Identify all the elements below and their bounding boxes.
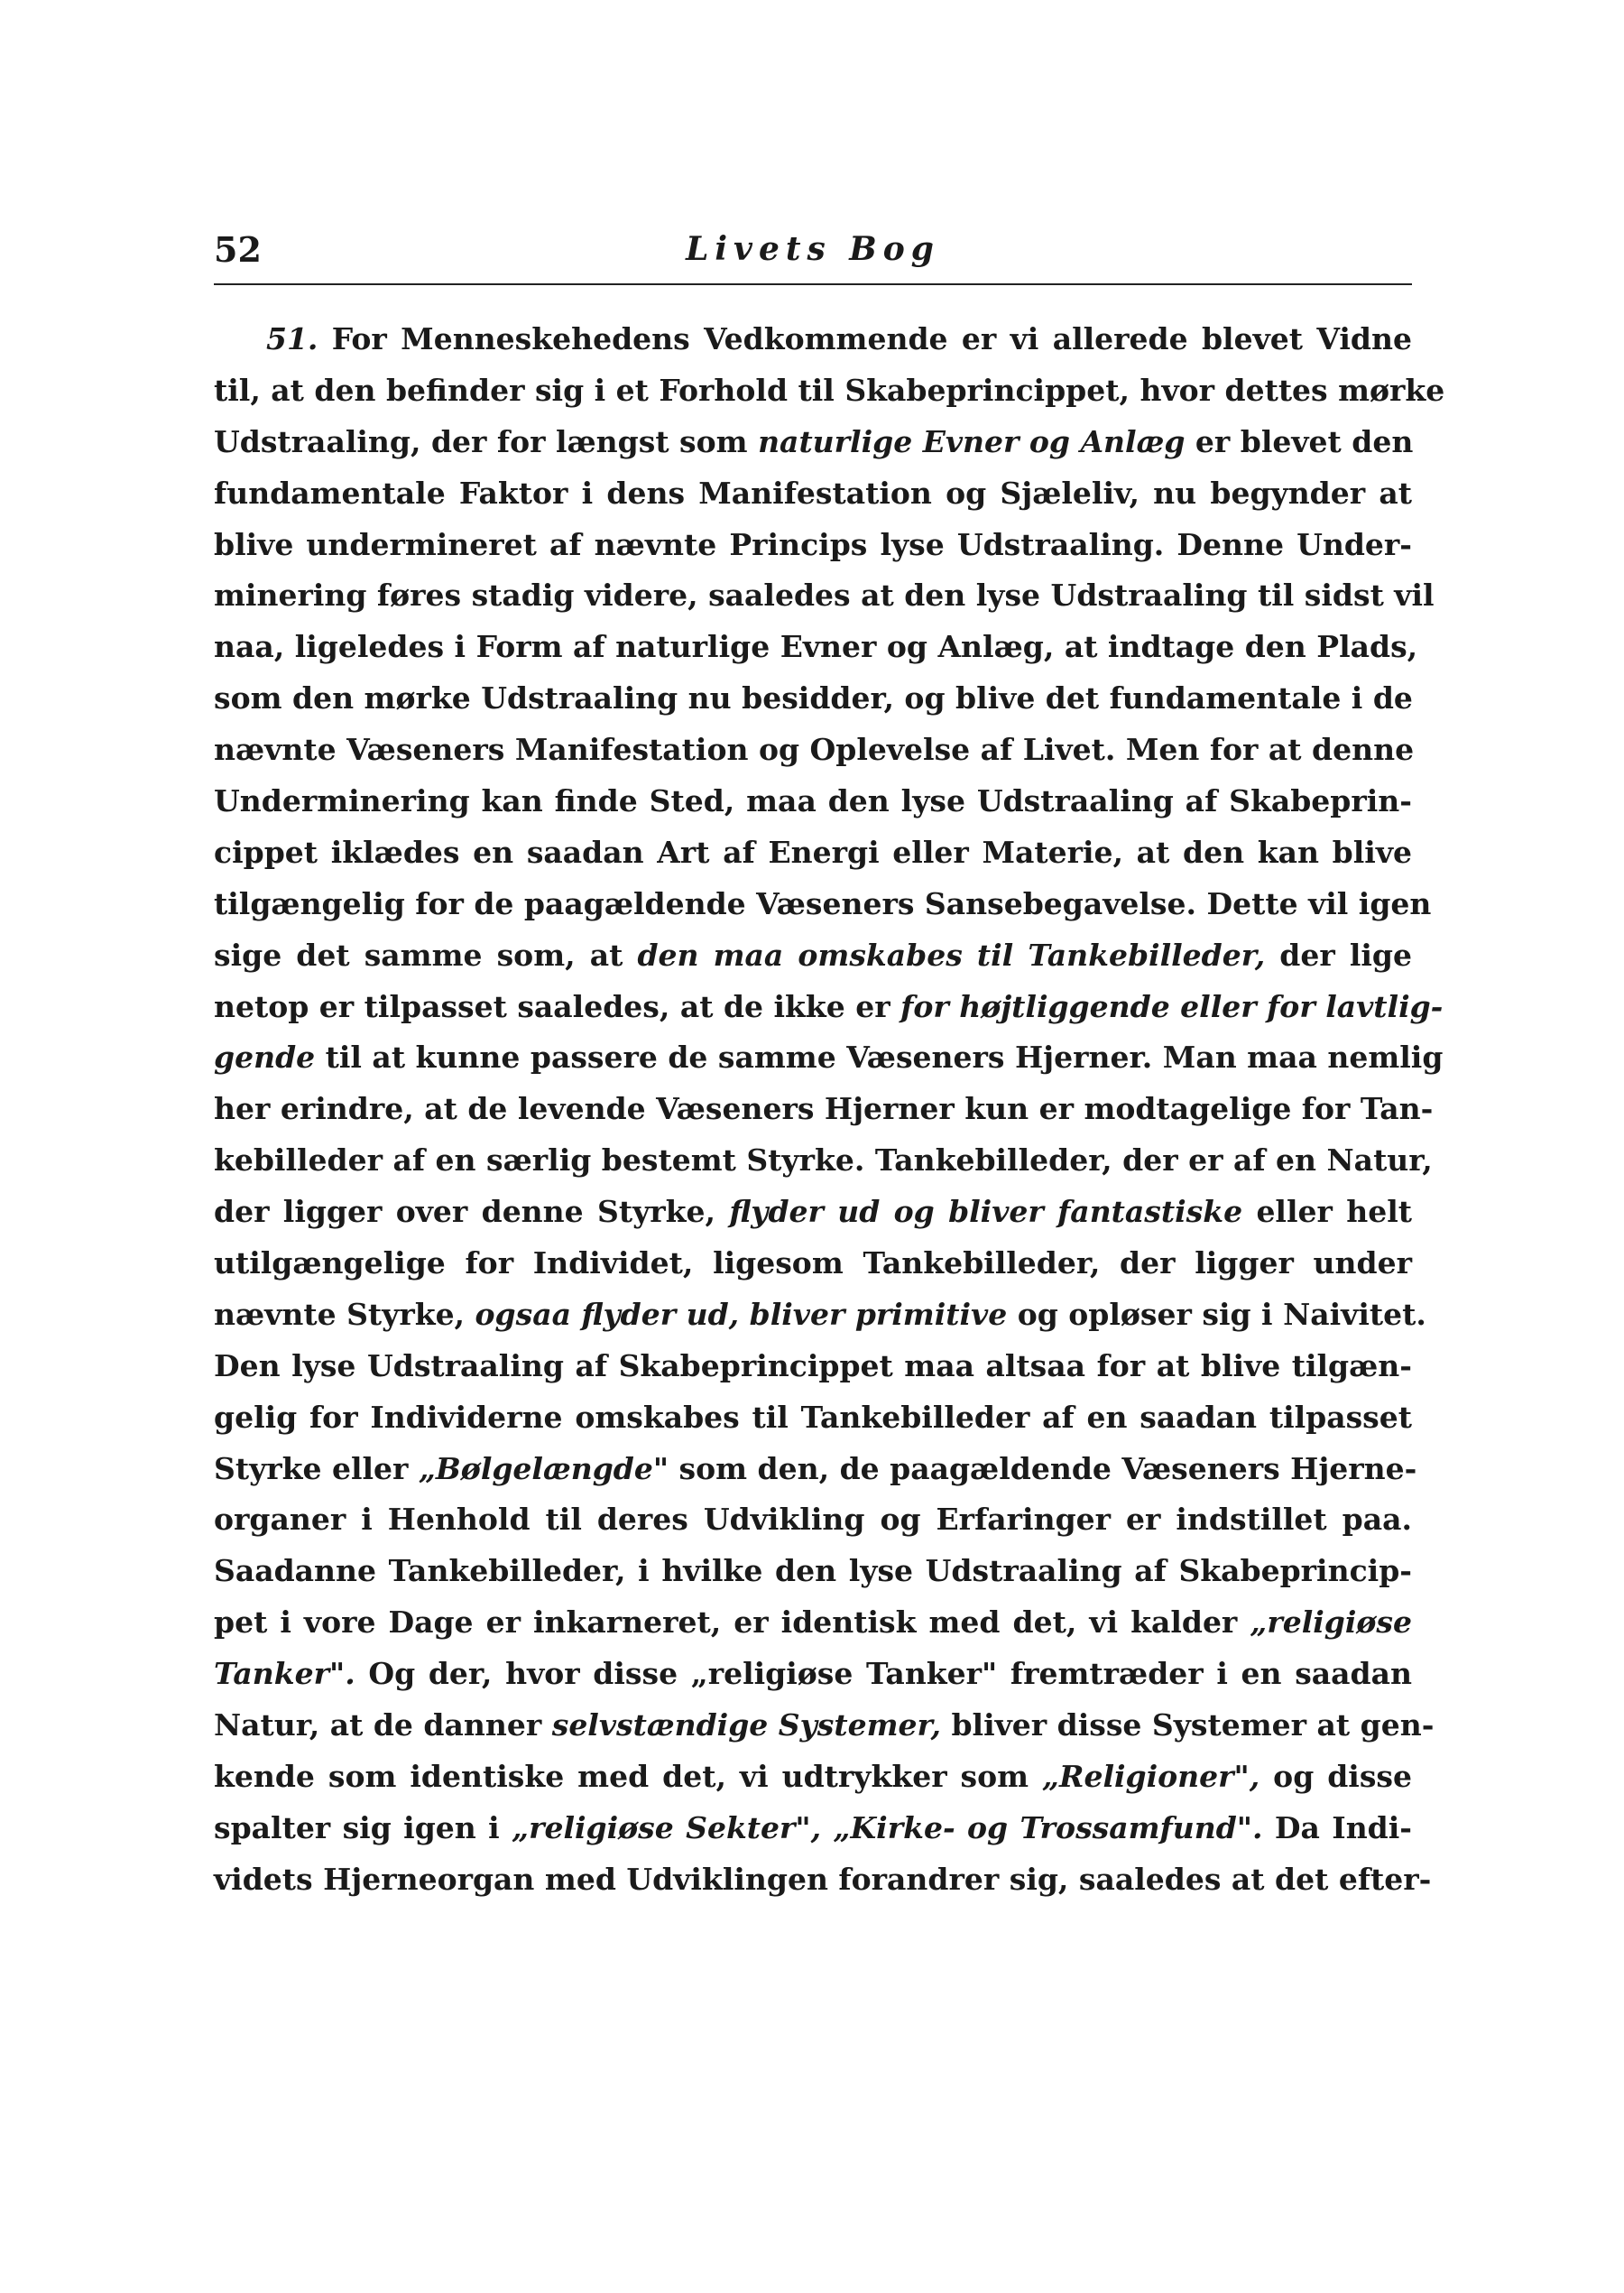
text-segment: er blevet den [1185,423,1414,459]
text-segment: eller helt [1242,1194,1412,1230]
text-line [214,1135,1433,1187]
text-line [214,1803,1412,1854]
text-line [214,1032,1444,1084]
text-line [214,673,1412,725]
text-segment: sige det samme som, at [214,937,638,973]
text-line [214,1238,1412,1290]
italic-text-segment: selvstændige Systemer, [551,1707,941,1743]
text-line [214,314,1412,365]
text-segment: Den lyse Udstraaling af Skabeprincippet maa altsaa for at blive tilgæn- [214,1347,1412,1383]
italic-text-segment: for højtliggende eller for lavtlig- [900,988,1444,1024]
text-segment: tilgængelig for de paagældende Væseners Sansebegavelse. Dette vil igen [214,885,1432,921]
text-line [214,879,1432,930]
text-segment: Styrke eller [214,1450,419,1486]
text-line [214,1084,1434,1135]
text-line [214,365,1445,417]
italic-text-segment: ogsaa flyder ud, bliver primitive [475,1296,1008,1332]
text-segment: naa, ligeledes i Form af naturlige Evner og Anlæg, at indtage den Plads, [214,629,1418,665]
text-line [214,1700,1435,1752]
text-segment: og disse [1260,1758,1413,1794]
italic-text-segment: „Religioner", [1042,1758,1260,1794]
text-line [214,1341,1412,1392]
text-line [214,1752,1412,1803]
text-segment: videts Hjerneorgan med Udviklingen forandrer sig, saaledes at det efter- [214,1861,1432,1897]
text-line [214,1854,1432,1906]
text-segment: og opløser sig i Naivitet. [1007,1296,1426,1332]
text-segment: som den, de paagældende Væseners Hjerne- [669,1450,1417,1486]
text-segment: Natur, at de danner [214,1707,552,1743]
page-header [214,229,1412,285]
italic-text-segment: flyder ud og bliver fantastiske [729,1194,1243,1230]
text-segment: organer i Henhold til deres Udvikling og Erfaringer er indstillet paa. [214,1502,1412,1538]
text-line [214,982,1444,1033]
text-segment: Underminering kan finde Sted, maa den lyse Udstraaling af Skabeprin- [214,783,1412,819]
text-segment: til, at den befinder sig i et Forhold til Skabeprincippet, hvor dettes mørke [214,372,1445,408]
text-segment: Og der, hvor disse „religiøse Tanker" fremtræder i en saadan [355,1656,1412,1692]
text-segment: spalter sig igen i [214,1809,512,1845]
text-line [214,570,1435,622]
italic-text-segment: naturlige Evner og Anlæg [758,423,1186,459]
text-segment: blive undermineret af nævnte Princips lyse Udstraaling. Denne Under- [214,526,1412,562]
text-line [214,417,1412,468]
text-line [214,1649,1412,1700]
italic-text-segment: „Bølgelængde" [418,1450,669,1486]
italic-text-segment: Tanker". [214,1656,355,1692]
text-segment: Udstraaling, der for længst som [214,423,759,459]
text-segment: her erindre, at de levende Væseners Hjerner kun er modtagelige for Tan- [214,1091,1434,1127]
text-segment: gelig for Individerne omskabes til Tankebilleder af en saadan tilpasset [214,1399,1412,1435]
text-segment: netop er tilpasset saaledes, at de ikke er [214,988,901,1024]
text-line [214,930,1412,982]
text-line [214,1494,1412,1546]
italic-text-segment: „religiøse Sekter", „Kirke- og Trossamfund". [512,1809,1263,1845]
italic-text-segment: 51. [266,321,332,356]
text-line [214,1444,1417,1495]
text-segment: kebilleder af en særlig bestemt Styrke. Tankebilleder, der er af en Natur, [214,1142,1433,1179]
text-line [214,1597,1412,1649]
text-line [214,1546,1412,1597]
body-text [214,314,1445,1906]
text-segment: utilgængelige for Individet, ligesom Tankebilleder, der ligger under [214,1245,1412,1281]
text-line [214,1392,1412,1444]
text-segment: Da Indi- [1262,1809,1412,1845]
text-segment: cippet iklædes en saadan Art af Energi eller Materie, at den kan blive [214,834,1412,870]
text-line [214,725,1415,776]
italic-text-segment: „religiøse [1250,1604,1412,1641]
text-segment: til at kunne passere de samme Væseners Hjerner. Man maa nemlig [315,1040,1444,1076]
italic-text-segment: gende [214,1040,316,1076]
text-line [214,520,1412,571]
text-segment: kende som identiske med det, vi udtrykker som [214,1758,1043,1794]
text-segment: Saadanne Tankebilleder, i hvilke den lyse Udstraaling af Skabeprincip- [214,1553,1412,1589]
text-segment: som den mørke Udstraaling nu besidder, og blive det fundamentale i de [214,680,1413,717]
text-segment: fundamentale Faktor i dens Manifestation og Sjæleliv, nu begynder at [214,475,1412,511]
text-segment: der lige [1265,937,1412,973]
text-segment: minering føres stadig videre, saaledes at den lyse Udstraaling til sidst vil [214,578,1435,614]
italic-text-segment: den maa omskabes til Tankebilleder, [637,937,1266,973]
text-segment: For Menneskehedens Vedkommende er vi allerede blevet Vidne [331,321,1412,356]
text-line [214,468,1412,520]
page-number: 52 [214,229,262,270]
running-title: Livets Bog [686,230,940,268]
text-segment: der ligger over denne Styrke, [214,1194,730,1230]
text-segment: pet i vore Dage er inkarneret, er identisk med det, vi kalder [214,1604,1250,1641]
text-line [214,622,1418,673]
text-segment: bliver disse Systemer at gen- [940,1707,1435,1743]
text-segment: nævnte Væseners Manifestation og Oplevelse af Livet. Men for at denne [214,732,1415,768]
text-line [214,1187,1412,1238]
text-line [214,776,1412,828]
text-line [214,1290,1426,1341]
text-segment: nævnte Styrke, [214,1296,475,1332]
text-line [214,828,1412,879]
